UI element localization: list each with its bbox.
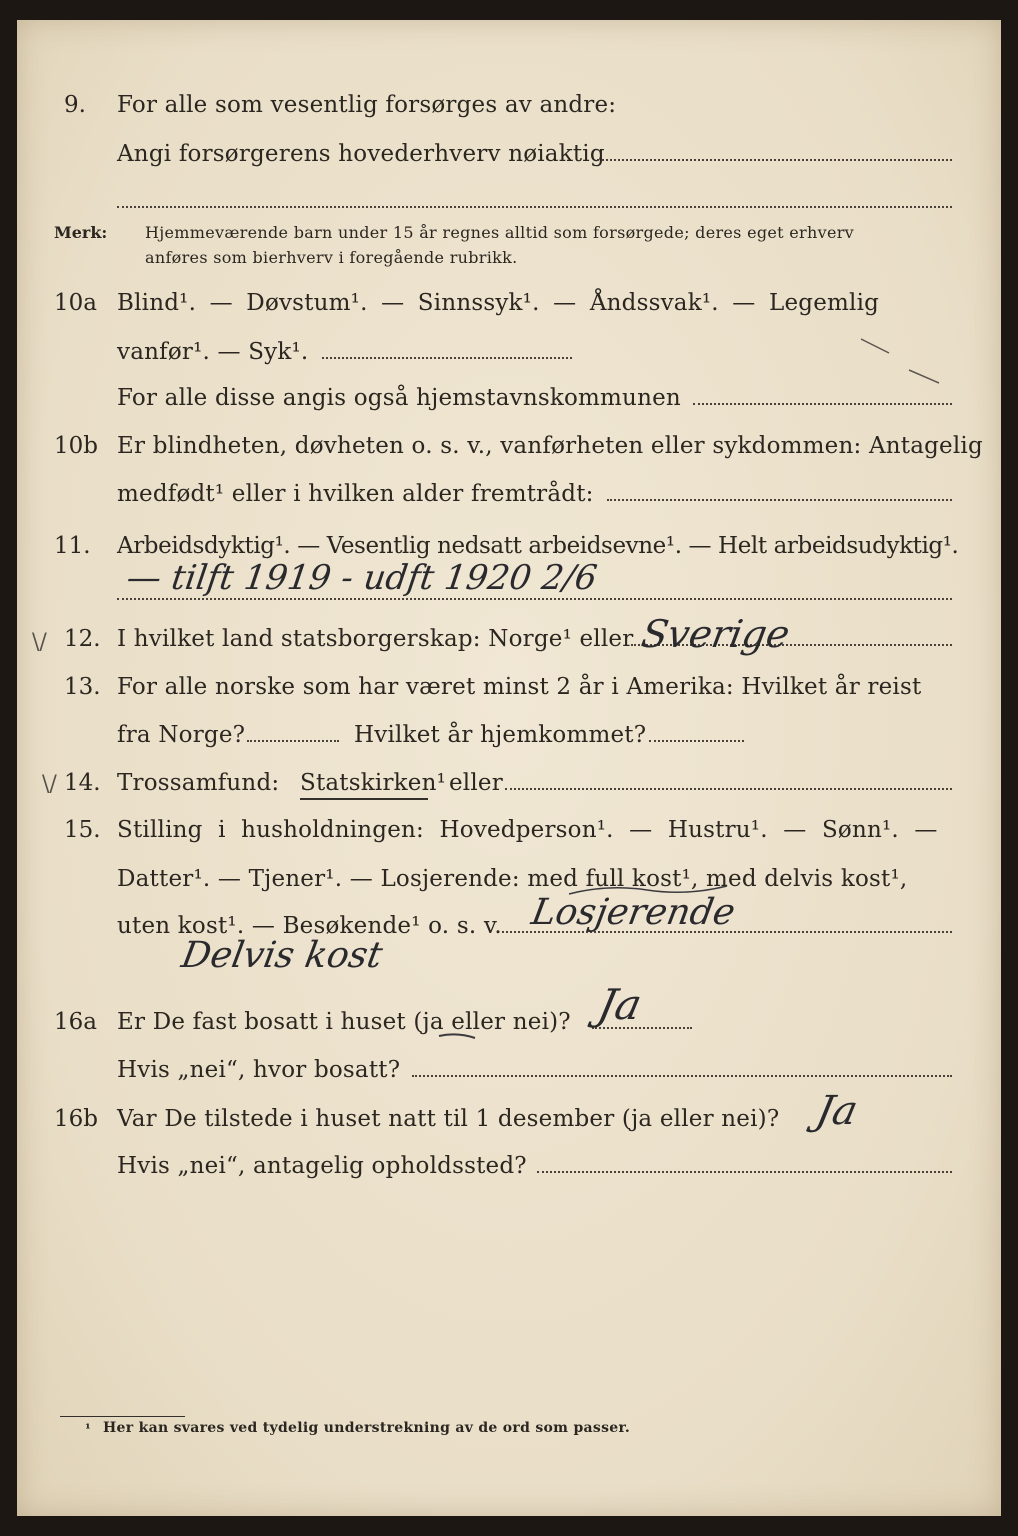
merk-label: Merk:: [54, 223, 108, 242]
q10b-answer-line[interactable]: [607, 499, 952, 501]
q12-handwritten-answer: Sverige: [638, 612, 794, 656]
q16a-line2: Hvis „nei“, hvor bosatt?: [117, 1057, 401, 1083]
q12-line1: I hvilket land statsborgerskap: Norge¹ eller: [117, 626, 634, 652]
q16a-number: 16a: [54, 1009, 97, 1035]
q13-line2b: Hvilket år hjemkommet?: [354, 722, 647, 748]
q16b-line2: Hvis „nei“, antagelig opholdssted?: [117, 1153, 527, 1179]
q10a-line2: vanfør¹. — Syk¹.: [117, 339, 309, 365]
q10a-line1: Blind¹. — Døvstum¹. — Sinnssyk¹. — Åndssvak¹. — Legemlig: [117, 290, 880, 316]
q9-line1: For alle som vesentlig forsørges av andre:: [117, 92, 617, 118]
q10b-number: 10b: [54, 433, 98, 459]
q12-number: 12.: [64, 626, 101, 652]
merk-line1: Hjemmeværende barn under 15 år regnes alltid som forsørgede; deres eget erhverv: [145, 223, 854, 242]
q16b-answer-line[interactable]: [537, 1171, 952, 1173]
pencil-stroke-mark: [437, 1030, 477, 1044]
q16b-handwritten-answer: Ja: [812, 1088, 862, 1134]
q9-answer-line-1[interactable]: [597, 159, 952, 161]
q14-number: 14.: [64, 770, 101, 796]
q13-hjemkommet-answer-line[interactable]: [649, 740, 744, 742]
q13-number: 13.: [64, 674, 101, 700]
q10a-syk-answer-line[interactable]: [322, 357, 572, 359]
q10a-number: 10a: [54, 290, 97, 316]
q15-number: 15.: [64, 817, 101, 843]
q9-line2: Angi forsørgerens hovederhverv nøiaktig: [117, 141, 605, 167]
q14-label: Trossamfund:: [117, 770, 280, 796]
footnote-mark: ¹: [85, 1422, 91, 1437]
q11-handwritten-answer: — tilft 1919 - udft 1920 2/6: [124, 558, 600, 598]
q16b-line1: Var De tilstede i huset natt til 1 desember (ja eller nei)?: [117, 1106, 780, 1132]
q10b-line2: medfødt¹ eller i hvilken alder fremtrådt:: [117, 481, 594, 507]
q14-answer-line[interactable]: [505, 788, 952, 790]
q16a-line1: Er De fast bosatt i huset (ja eller nei)?: [117, 1009, 571, 1035]
q13-line2a: fra Norge?: [117, 722, 246, 748]
q11-answer-line[interactable]: [117, 598, 952, 600]
q13-reist-answer-line[interactable]: [247, 740, 339, 742]
q10a-hjemstavn-answer-line[interactable]: [693, 403, 952, 405]
q9-answer-line-2[interactable]: [117, 206, 952, 208]
check-tick-mark: \/: [42, 772, 57, 797]
pencil-stroke-mark: [859, 335, 949, 390]
q10a-line3: For alle disse angis også hjemstavnskommunen: [117, 385, 681, 411]
q14-statskirken-option[interactable]: Statskirken¹: [300, 770, 447, 796]
q15-handwritten-answer-2: Delvis kost: [178, 935, 386, 976]
census-form-page: [17, 20, 1001, 1516]
q15-line1: Stilling i husholdningen: Hovedperson¹. — Hustru¹. — Sønn¹. —: [117, 817, 938, 843]
q10b-line1: Er blindheten, døvheten o. s. v., vanførheten eller sykdommen: Antagelig: [117, 433, 983, 459]
q15-line2: Datter¹. — Tjener¹. — Losjerende: med full kost¹, med delvis kost¹,: [117, 866, 908, 892]
footnote-text: Her kan svares ved tydelig understrekning av de ord som passer.: [103, 1420, 631, 1436]
merk-line2: anføres som bierhverv i foregående rubrikk.: [145, 248, 518, 267]
q11-line1: Arbeidsdyktig¹. — Vesentlig nedsatt arbeidsevne¹. — Helt arbeidsudyktig¹.: [117, 533, 959, 559]
q15-line3: uten kost¹. — Besøkende¹ o. s. v.: [117, 913, 502, 939]
q16a-bosatt-answer-line[interactable]: [412, 1075, 952, 1077]
q15-handwritten-answer-1: Losjerende: [528, 892, 739, 933]
footnote-rule: [60, 1416, 185, 1417]
q11-number: 11.: [54, 533, 91, 559]
q16a-handwritten-answer: Ja: [593, 980, 647, 1029]
q13-line1: For alle norske som har været minst 2 år i Amerika: Hvilket år reist: [117, 674, 922, 700]
check-tick-mark: \/: [32, 630, 47, 655]
q16b-number: 16b: [54, 1106, 98, 1132]
q14-eller: eller: [449, 770, 503, 796]
q9-number: 9.: [64, 92, 86, 118]
statskirken-underline: [300, 798, 428, 800]
